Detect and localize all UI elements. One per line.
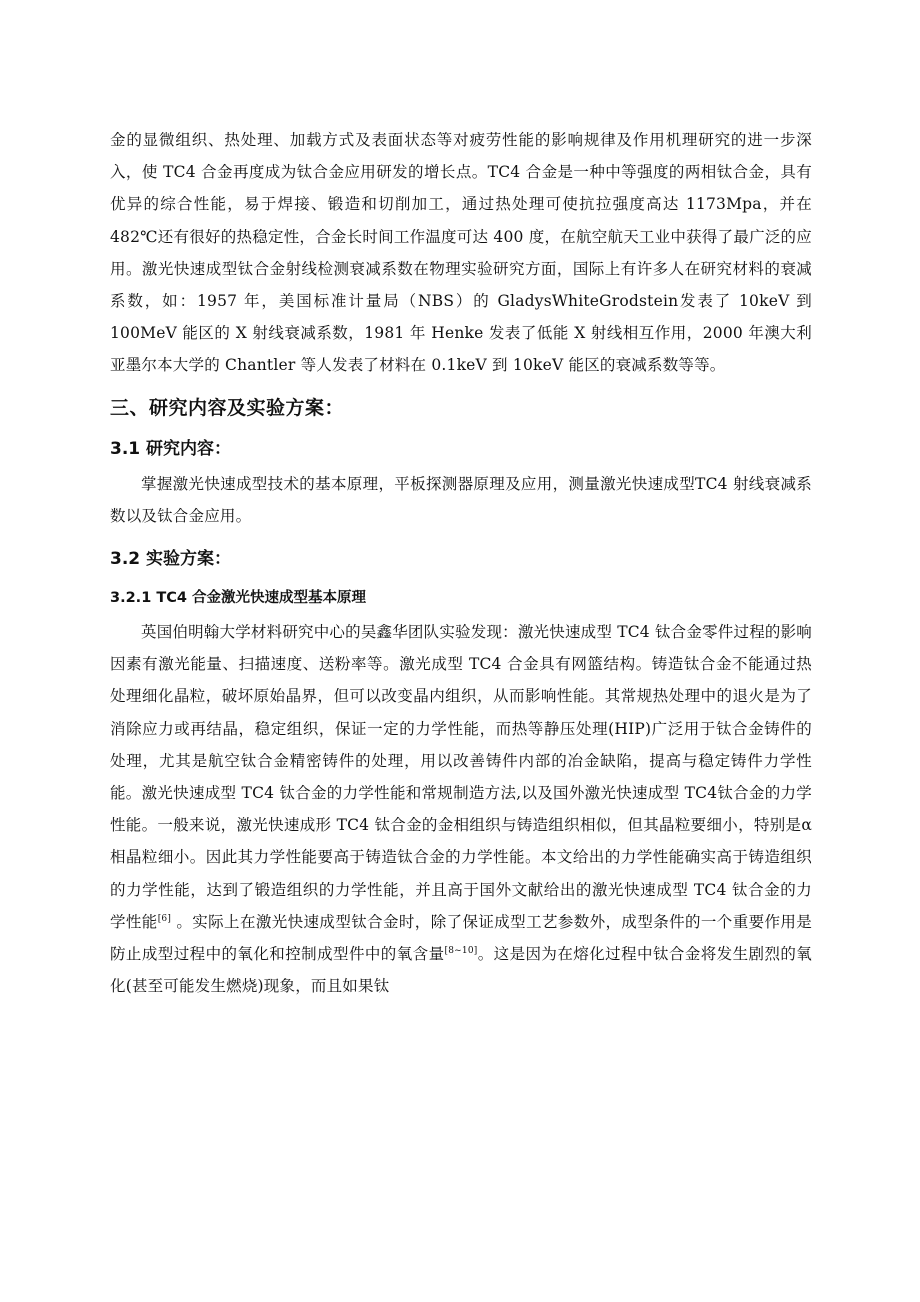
paragraph-text-part-a: 英国伯明翰大学材料研究中心的吴鑫华团队实验发现：激光快速成型 TC4 钛合金零件过程的影响因素有激光能量、扫描速度、送粉率等。激光成型 TC4 合金具有网篮结构。铸造钛合金不能通过热处理细化晶粒，破坏原始晶界，但可以改变晶内组织，从而影响性能。其常规热处理中的退火是为了消除应力或再结晶，稳定组织，保证一定的力学性能，而热等静压处理(HIP)广泛用于钛合金铸件的处理，尤其是航空钛合金精密铸件的处理，用以改善铸件内部的冶金缺陷，提高与稳定铸件力学性能。激光快速成型 TC4 钛合金的力学性能和常规制造方法,以及国外激光快速成型 TC4钛合金的力学性能。一般来说，激光快速成形 TC4 钛合金的金相组织与铸造组织相似，但其晶粒要细小，特别是α 相晶粒细小。因此其力学性能要高于铸造钛合金的力学性能。本文给出的力学性能确实高于铸造组织的力学性能，达到了锻造组织的力学性能，并且高于国外文献给出的激光快速成型 TC4 钛合金的力学性能 — [110, 623, 812, 931]
section-3-1-heading: 3.1 研究内容： — [110, 438, 232, 459]
section-3-2-heading: 3.2 实验方案： — [110, 549, 232, 570]
paragraph-text-part-b: 。实际上在激光快速成型钛合金时，除了保证成型工艺参数外，成型条件的一个重要作用是防止成型过程中的氧化和控制成型件中的氧含量 — [110, 912, 812, 964]
document-page — [110, 124, 812, 1002]
section-3-2-1-heading: 3.2.1 TC4 合金激光快速成型基本原理 — [110, 590, 367, 607]
citation-8-10: [8~10] — [444, 945, 478, 956]
section-3-1-paragraph: 掌握激光快速成型技术的基本原理，平板探测器原理及应用，测量激光快速成型TC4 射线衰减系数以及钛合金应用。 — [110, 474, 812, 525]
paragraph-text-part-c: 。这是因为在熔化过程中钛合金将发生剧烈的氧化(甚至可能发生燃烧)现象，而且如果钛 — [110, 945, 813, 996]
intro-paragraph: 金的显微组织、热处理、加载方式及表面状态等对疲劳性能的影响规律及作用机理研究的进一步深入，使 TC4 合金再度成为钛合金应用研发的增长点。TC4 合金是一种中等强度的两相钛合金，具有优异的综合性能，易于焊接、锻造和切削加工，通过热处理可使抗拉强度高达 1173Mpa，并在 482℃还有很好的热稳定性，合金长时间工作温度可达 400 度，在航空航天工业中获得了最广泛的应用。激光快速成型钛合金射线检测衰减系数在物理实验研究方面，国际上有许多人在研究材料的衰减系数，如：1957 年，美国标准计量局（NBS）的 GladysWhiteGrodstein发表了 10keV 到 100MeV 能区的 X 射线衰减系数，1981 年 Henke 发表了低能 X 射线相互作用，2000 年澳大利亚墨尔本大学的 Chantler 等人发表了材料在 0.1keV 到 10keV 能区的衰减系数等等。 — [110, 131, 812, 375]
section-3-2-1-paragraph — [110, 616, 812, 1002]
section-3-heading: 三、研究内容及实验方案： — [110, 396, 345, 419]
citation-6: [6] — [157, 913, 172, 924]
